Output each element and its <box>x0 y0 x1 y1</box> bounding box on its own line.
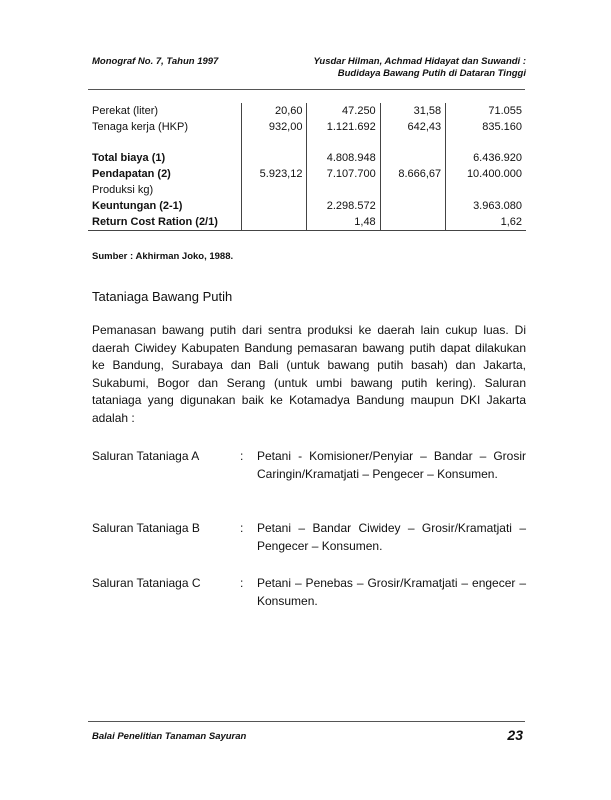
header-left: Monograf No. 7, Tahun 1997 <box>92 56 219 67</box>
cell: 31,58 <box>380 103 445 119</box>
cell: 47.250 <box>307 103 380 119</box>
cell <box>242 198 307 214</box>
channel-colon: : <box>240 521 244 535</box>
row-label: Perekat (liter) <box>92 104 159 117</box>
cell <box>242 150 307 166</box>
cell <box>380 150 445 166</box>
cell <box>242 214 307 231</box>
cell: 71.055 <box>446 103 526 119</box>
channel-colon: : <box>240 576 244 590</box>
table-row <box>88 182 526 198</box>
cell <box>242 182 307 198</box>
header-title: Budidaya Bawang Putih di Dataran Tinggi <box>337 68 526 79</box>
cost-table <box>88 103 526 231</box>
header-right <box>226 56 526 80</box>
cell: 7.107.700 <box>307 166 380 182</box>
channel-name: Saluran Tataniaga B <box>92 521 200 535</box>
cell: 6.436.920 <box>446 150 526 166</box>
channel-colon: : <box>240 449 244 463</box>
table-row <box>88 166 526 182</box>
table-spacer-row <box>88 135 526 150</box>
row-label: Produksi kg) <box>92 183 154 196</box>
cell: 3.963.080 <box>446 198 526 214</box>
cell: 1,48 <box>307 214 380 231</box>
channel-name: Saluran Tataniaga A <box>92 449 200 463</box>
cell: 8.666,67 <box>380 166 445 182</box>
cell: 1,62 <box>446 214 526 231</box>
row-label: Total biaya (1) <box>92 151 166 164</box>
cell: 2.298.572 <box>307 198 380 214</box>
cell <box>446 182 526 198</box>
cell: 642,43 <box>380 119 445 135</box>
cell: 5.923,12 <box>242 166 307 182</box>
row-label: Pendapatan (2) <box>92 167 171 180</box>
cell: 1.121.692 <box>307 119 380 135</box>
header-rule <box>88 89 525 90</box>
footer-rule <box>88 721 525 722</box>
table-row <box>88 103 526 119</box>
table-row <box>88 214 526 231</box>
table-row <box>88 198 526 214</box>
cell: 835.160 <box>446 119 526 135</box>
cell: 4.808.948 <box>307 150 380 166</box>
cell <box>307 182 380 198</box>
cell: 10.400.000 <box>446 166 526 182</box>
table-row <box>88 119 526 135</box>
table-row <box>88 150 526 166</box>
channel-path: Petani - Komisioner/Penyiar – Bandar – Grosir Caringin/Kramatjati – Pengecer – Konsumen. <box>257 449 526 481</box>
cell <box>380 182 445 198</box>
body-paragraph: Pemanasan bawang putih dari sentra produksi ke daerah lain cukup luas. Di daerah Ciwidey Kabupaten Bandung pemasaran bawang putih dapat dilakukan ke Bandung, Surabaya dan Bali (untuk bawang putih basah) dan Jakarta, Sukabumi, Bogor dan Serang (untuk umbi bawang putih kering). Saluran tataniaga yang digunakan baik ke Kotamadya Bandung maupun DKI Jakarta adalah : <box>92 323 526 425</box>
row-label: Tenaga kerja (HKP) <box>92 120 188 133</box>
section-title: Tataniaga Bawang Putih <box>92 289 233 304</box>
channel-path: Petani – Penebas – Grosir/Kramatjati – engecer – Konsumen. <box>257 576 526 608</box>
page-number: 23 <box>507 727 523 743</box>
table-source: Sumber : Akhirman Joko, 1988. <box>92 251 234 262</box>
cell: 932,00 <box>242 119 307 135</box>
header-authors: Yusdar Hilman, Achmad Hidayat dan Suwandi : <box>313 56 526 67</box>
cell <box>380 214 445 231</box>
row-label: Keuntungan (2-1) <box>92 199 183 212</box>
channel-name: Saluran Tataniaga C <box>92 576 201 590</box>
row-label: Return Cost Ration (2/1) <box>88 214 242 231</box>
cell <box>380 198 445 214</box>
footer-institution: Balai Penelitian Tanaman Sayuran <box>92 731 247 742</box>
channel-path: Petani – Bandar Ciwidey – Grosir/Kramatjati – Pengecer – Konsumen. <box>257 521 526 553</box>
cell: 20,60 <box>242 103 307 119</box>
